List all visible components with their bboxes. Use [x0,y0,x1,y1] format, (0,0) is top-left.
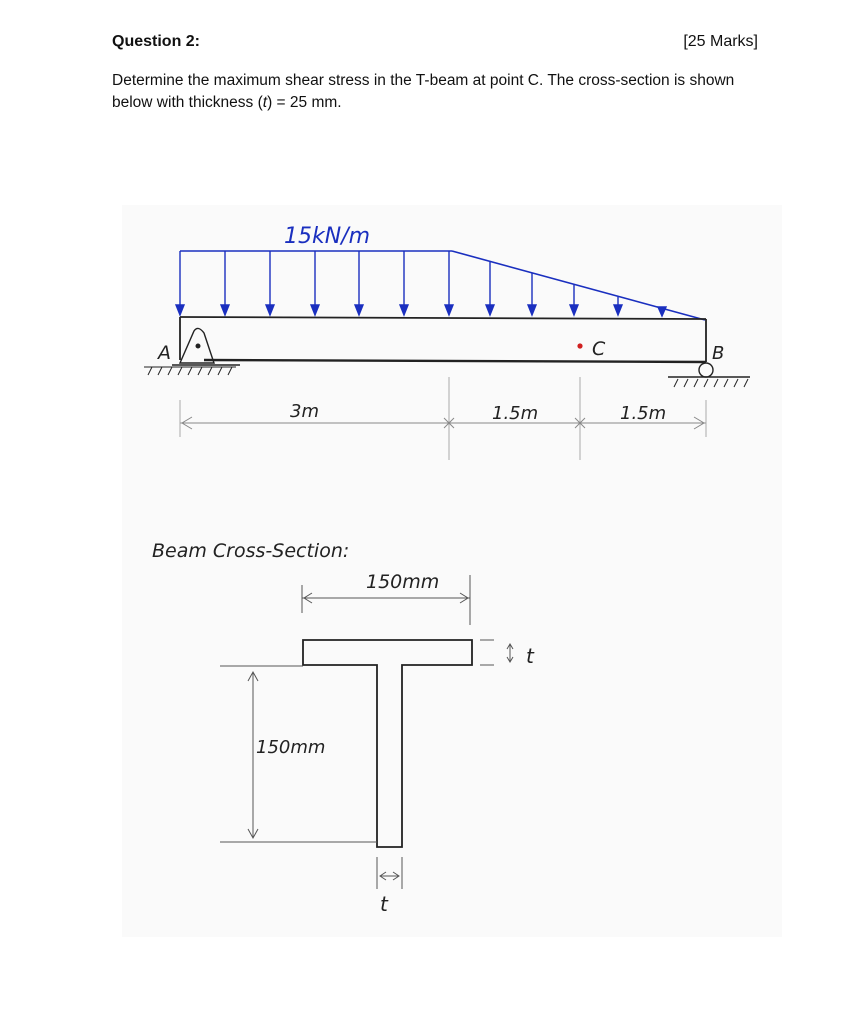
ground-hatch-a [144,367,236,375]
t-section-outline [303,640,472,847]
web-thickness-label: t [380,892,388,916]
question-title: Question 2: [112,33,201,50]
beam-body [180,317,706,362]
flange-thickness-dimension [480,640,513,665]
distributed-load [176,224,705,320]
ground-hatch-b [674,379,748,387]
flange-thickness-label: t [526,644,534,668]
span-2-label: 1.5m [492,403,539,424]
cross-section-heading: Beam Cross-Section: [152,540,350,562]
figure-panel [122,205,782,937]
flange-width-label: 150mm [366,571,440,593]
point-c-marker [577,343,582,348]
support-a-label: A [158,342,171,364]
span-3-label: 1.5m [620,403,667,424]
support-b-label: B [712,343,725,364]
question-marks: [25 Marks] [683,33,758,50]
roller-support-b [668,363,750,387]
load-arrows [176,251,666,316]
load-label: 15kN/m [284,224,371,249]
point-c-label: C [592,338,606,360]
beam-and-section-drawing [122,205,782,937]
question-text-part-1: Determine the maximum shear stress in the T-beam at point C. The cross-section is shown below with thickness ( [112,72,735,111]
thickness-symbol: t [262,94,268,111]
question-text [112,70,752,114]
span-1-label: 3m [290,401,319,422]
web-thickness-dimension [377,857,402,889]
question-text-part-2: ) = 25 mm. [267,94,342,111]
depth-label: 150mm [256,737,326,758]
